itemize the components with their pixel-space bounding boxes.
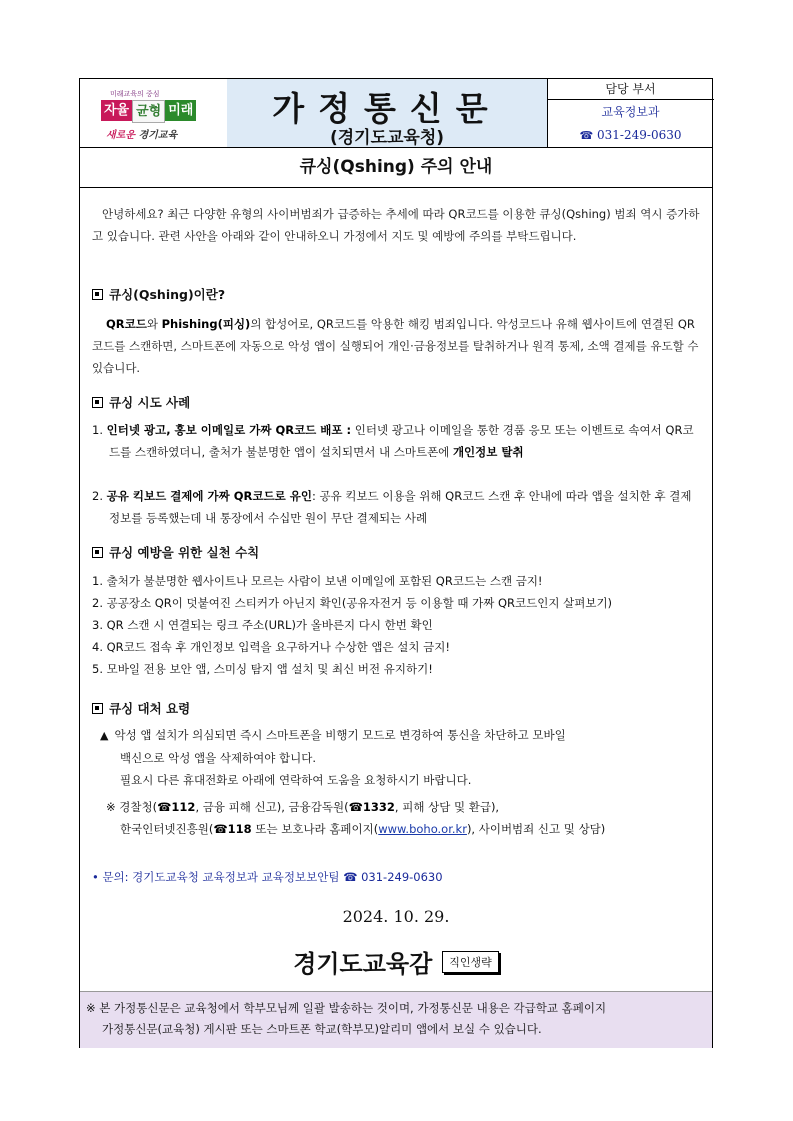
section-title-2: 큐싱 시도 사례 bbox=[109, 395, 191, 410]
contact-note-line-1: ※ 경찰청(☎112, 금융 피해 신고), 금융감독원(☎1332, 피해 상담 및 환급), bbox=[106, 800, 500, 814]
rule-item-3: 3. QR 스캔 시 연결되는 링크 주소(URL)가 올바른지 다시 한번 확인 bbox=[92, 618, 433, 632]
rule-item-4: 4. QR코드 접속 후 개인정보 입력을 요구하거나 수상한 앱은 설치 금지! bbox=[92, 640, 451, 654]
logo-word-3: 미래 bbox=[165, 100, 196, 121]
logo-tagline: 미래교육의 중심 bbox=[110, 90, 160, 98]
term-join: 와 bbox=[146, 317, 162, 331]
case-item-2 bbox=[92, 485, 704, 529]
footer-line-2: 가정통신문(교육청) 게시판 또는 스마트폰 학교(학부모)알리미 앱에서 보실 수 있습니다. bbox=[102, 1022, 542, 1036]
case-bold-1: 인터넷 광고, 홍보 이메일로 가짜 QR코드 배포 : bbox=[106, 423, 352, 437]
page-subtitle: (경기도교육청) bbox=[329, 128, 445, 148]
dept-name: 교육정보과 bbox=[601, 105, 660, 119]
section-bullet-icon bbox=[92, 547, 103, 558]
section-title-3: 큐싱 예방을 위한 실천 수칙 bbox=[109, 545, 260, 560]
inquiry-contact: • 문의: 경기도교육청 교육정보과 교육정보보안팀 ☎ 031-249-0630 bbox=[92, 870, 443, 884]
footer-notice bbox=[80, 991, 712, 1048]
logo-bottom-b: 경기교육 bbox=[138, 130, 178, 141]
dept-phone: 031-249-0630 bbox=[597, 128, 682, 142]
response-line-3: 필요시 다른 휴대전화로 아래에 연락하여 도움을 요청하시기 바랍니다. bbox=[120, 773, 472, 787]
section-heading-2 bbox=[92, 393, 190, 411]
definition-paragraph bbox=[92, 313, 704, 379]
section-heading-4 bbox=[92, 699, 190, 717]
logo-word-1: 자율 bbox=[101, 100, 132, 121]
section-bullet-icon bbox=[92, 703, 103, 714]
case-item-1 bbox=[92, 419, 704, 463]
dept-box bbox=[547, 79, 714, 147]
response-line-2: 백신으로 악성 앱을 삭제하여야 합니다. bbox=[120, 751, 317, 765]
term-qr: QR코드 bbox=[106, 317, 147, 331]
case-text-2: : 공유 킥보드 이용을 위해 QR코드 스캔 후 안내에 따라 앱을 설치한 후 결제 정보를 등록했는데 내 통장에서 수십만 원이 무단 결제되는 사례 bbox=[109, 489, 692, 525]
signature-block bbox=[80, 944, 712, 979]
logo-word-2: 균형 bbox=[132, 100, 165, 123]
dept-phone-row bbox=[547, 124, 714, 146]
dept-header: 담당 부서 bbox=[547, 79, 714, 100]
contact-note bbox=[106, 796, 706, 840]
rule-item-1: 1. 출처가 불분명한 웹사이트나 모르는 사람이 보낸 이메일에 포함된 QR코드는 스캔 금지! bbox=[92, 574, 543, 588]
response-guide bbox=[100, 724, 704, 791]
footer-text bbox=[86, 998, 706, 1040]
section-bullet-icon bbox=[92, 397, 103, 408]
seal-stamp: 직인생략 bbox=[442, 951, 499, 973]
logo-bottom-a: 새로운 bbox=[106, 130, 135, 141]
section-heading-3 bbox=[92, 543, 259, 561]
rule-item-2: 2. 공공장소 QR이 덧붙여진 스티커가 아닌지 확인(공유자전거 등 이용할 때 가짜 QR코드인지 살펴보기) bbox=[92, 596, 613, 610]
term-phishing: Phishing(피싱) bbox=[161, 317, 251, 331]
case-bold-2: 공유 킥보드 결제에 가짜 QR코드로 유인 bbox=[106, 489, 312, 503]
logo-bottom bbox=[106, 126, 177, 141]
section-title-4: 큐싱 대처 요령 bbox=[109, 701, 191, 716]
section-title-1: 큐싱(Qshing)이란? bbox=[109, 287, 226, 302]
triangle-icon: ▲ bbox=[100, 729, 109, 742]
section-heading-1 bbox=[92, 285, 225, 303]
rule-item-5: 5. 모바일 전용 보안 앱, 스미싱 탐지 앱 설치 및 최신 버전 유지하기! bbox=[92, 662, 433, 676]
footer-line-1: ※ 본 가정통신문은 교육청에서 학부모님께 일괄 발송하는 것이며, 가정통신문 내용은 각급학교 홈페이지 bbox=[86, 1001, 607, 1015]
logo bbox=[80, 79, 228, 147]
case-bold-1b: 개인정보 탈취 bbox=[452, 445, 524, 459]
case-num-2: 2. bbox=[92, 489, 103, 503]
definition-text: 의 합성어로, QR코드를 악용한 해킹 범죄입니다. 악성코드나 유해 웹사이트에 연결된 QR코드를 스캔하면, 스마트폰에 자동으로 악성 앱이 실행되어 개인·금융정보를 탈취하거나 원격 통제, 소액 결제를 유도할 수 있습니다. bbox=[92, 317, 699, 375]
case-num-1: 1. bbox=[92, 423, 103, 437]
page-title: 가정통신문 bbox=[272, 89, 502, 128]
response-line-1: ▲ 악성 앱 설치가 의심되면 즉시 스마트폰을 비행기 모드로 변경하여 통신을 차단하고 모바일 bbox=[100, 728, 566, 742]
boho-link[interactable]: www.boho.or.kr bbox=[378, 822, 467, 836]
phone-icon: ☎ bbox=[579, 129, 594, 142]
contact-note-line-2: 한국인터넷진흥원(☎118 또는 보호나라 홈페이지(www.boho.or.kr), 사이버범죄 신고 및 상담) bbox=[120, 822, 606, 836]
signer-name: 경기도교육감 bbox=[293, 950, 433, 978]
intro-paragraph: 안녕하세요? 최근 다양한 유형의 사이버범죄가 급증하는 추세에 따라 QR코드를 이용한 큐싱(Qshing) 범죄 역시 증가하고 있습니다. 관련 사안을 아래와 같이 안내하오니 가정에서 지도 및 예방에 주의를 부탁드립니다. bbox=[92, 207, 700, 243]
notice-header bbox=[80, 79, 712, 148]
notice-frame bbox=[79, 78, 713, 1048]
logo-badge bbox=[101, 100, 196, 122]
title-box bbox=[227, 79, 548, 147]
notice-subject: 큐싱(Qshing) 주의 안내 bbox=[80, 147, 712, 188]
issue-date: 2024. 10. 29. bbox=[342, 907, 450, 926]
section-bullet-icon bbox=[92, 289, 103, 300]
case-text-1: 인터넷 광고나 이메일을 통한 경품 응모 또는 이벤트로 속여서 QR코드를 스캔하였더니, 출처가 불분명한 앱이 설치되면서 내 스마트폰에 bbox=[109, 423, 694, 459]
